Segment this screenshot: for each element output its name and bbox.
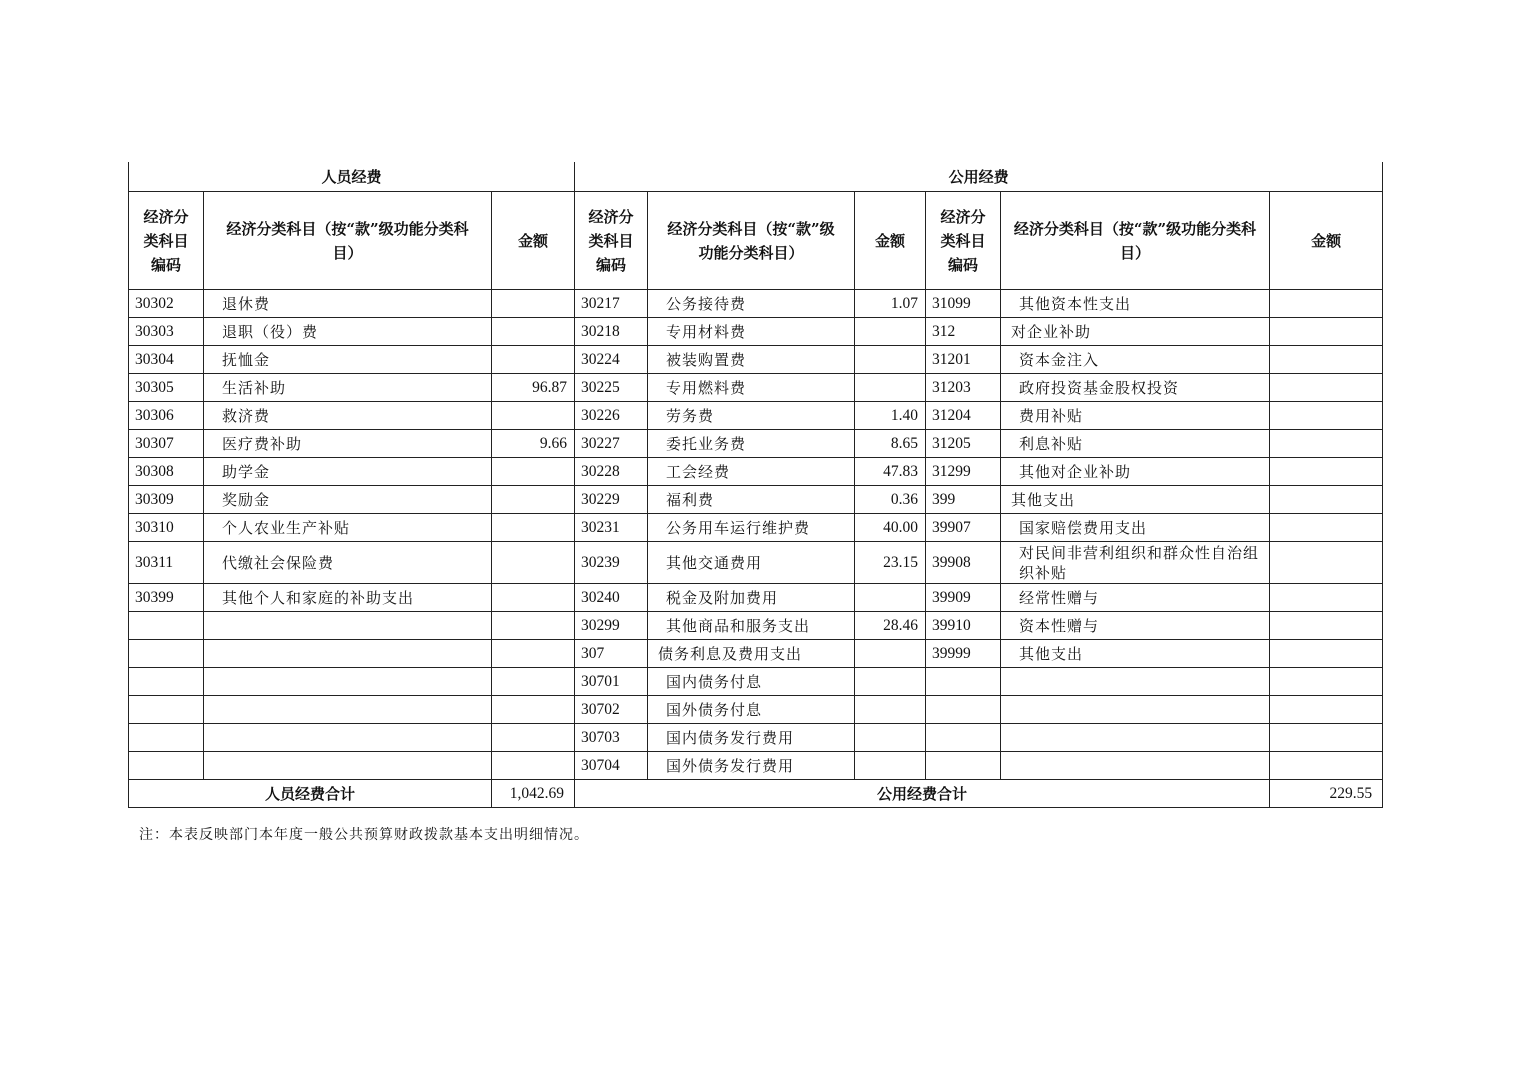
public-code-cell-1: 30702 [575, 696, 648, 724]
personnel-name-cell: 抚恤金 [204, 346, 492, 374]
public-name-cell-2: 对企业补助 [1001, 318, 1270, 346]
table-row [129, 752, 1383, 780]
public-code-cell-1: 30224 [575, 346, 648, 374]
public-name-cell-2: 政府投资基金股权投资 [1001, 374, 1270, 402]
public-name-cell-2: 利息补贴 [1001, 430, 1270, 458]
personnel-amount-cell [492, 486, 575, 514]
public-name-cell-2: 费用补贴 [1001, 402, 1270, 430]
personnel-name-cell: 退职（役）费 [204, 318, 492, 346]
public-amount-cell-2 [1270, 724, 1383, 752]
public-amount-cell-1 [855, 318, 926, 346]
table-row [129, 696, 1383, 724]
public-name-cell-1: 福利费 [648, 486, 855, 514]
personnel-code-cell: 30307 [129, 430, 204, 458]
public-code-cell-1: 30704 [575, 752, 648, 780]
public-code-cell-1: 30703 [575, 724, 648, 752]
personnel-section-title: 人员经费 [129, 162, 575, 192]
public-amount-cell-1 [855, 696, 926, 724]
public-amount-cell-2 [1270, 486, 1383, 514]
table-row [129, 542, 1383, 584]
personnel-amount-cell [492, 542, 575, 584]
public-code-cell-1: 30218 [575, 318, 648, 346]
public-name-cell-2: 国家赔偿费用支出 [1001, 514, 1270, 542]
public-code-cell-1: 30299 [575, 612, 648, 640]
public-amount-cell-2 [1270, 640, 1383, 668]
personnel-amount-cell [492, 290, 575, 318]
public-name-cell-2: 其他支出 [1001, 486, 1270, 514]
personnel-code-cell: 30310 [129, 514, 204, 542]
table-row [129, 430, 1383, 458]
personnel-code-cell [129, 724, 204, 752]
public-code-cell-1: 30701 [575, 668, 648, 696]
public-name-cell-1: 公务接待费 [648, 290, 855, 318]
personnel-amount-cell [492, 724, 575, 752]
public-amount-cell-1 [855, 640, 926, 668]
public-amount-cell-1 [855, 724, 926, 752]
public-name-cell-1: 国外债务发行费用 [648, 752, 855, 780]
public-name-cell-2 [1001, 724, 1270, 752]
table-row [129, 668, 1383, 696]
public-amount-cell-1: 47.83 [855, 458, 926, 486]
public-amount-cell-2 [1270, 290, 1383, 318]
public-name-cell-2: 对民间非营利组织和群众性自治组织补贴 [1001, 542, 1270, 584]
personnel-amount-cell [492, 612, 575, 640]
personnel-code-cell [129, 752, 204, 780]
public-name-cell-1: 税金及附加费用 [648, 584, 855, 612]
public-name-cell-2: 其他资本性支出 [1001, 290, 1270, 318]
public-amount-header-2: 金额 [1270, 192, 1383, 290]
personnel-code-cell [129, 668, 204, 696]
public-amount-cell-1 [855, 584, 926, 612]
public-amount-cell-1 [855, 374, 926, 402]
personnel-name-cell: 生活补助 [204, 374, 492, 402]
public-code-cell-2 [926, 668, 1001, 696]
table-row [129, 640, 1383, 668]
personnel-code-cell: 30399 [129, 584, 204, 612]
public-name-cell-1: 国内债务发行费用 [648, 724, 855, 752]
public-amount-cell-1: 1.07 [855, 290, 926, 318]
personnel-code-cell: 30305 [129, 374, 204, 402]
table-row [129, 486, 1383, 514]
public-name-cell-2: 其他支出 [1001, 640, 1270, 668]
table-row [129, 318, 1383, 346]
public-name-cell-2: 经常性赠与 [1001, 584, 1270, 612]
personnel-name-cell [204, 668, 492, 696]
public-code-cell-2: 31201 [926, 346, 1001, 374]
public-total-amount: 229.55 [1270, 780, 1383, 808]
public-code-cell-1: 30229 [575, 486, 648, 514]
public-code-cell-1: 30231 [575, 514, 648, 542]
table-row [129, 290, 1383, 318]
public-code-cell-2: 39909 [926, 584, 1001, 612]
personnel-amount-cell [492, 696, 575, 724]
personnel-amount-cell: 9.66 [492, 430, 575, 458]
public-amount-cell-2 [1270, 584, 1383, 612]
public-amount-cell-2 [1270, 752, 1383, 780]
public-code-cell-1: 30225 [575, 374, 648, 402]
public-name-cell-2: 资本性赠与 [1001, 612, 1270, 640]
public-amount-cell-1: 1.40 [855, 402, 926, 430]
public-code-cell-1: 30239 [575, 542, 648, 584]
personnel-code-cell: 30306 [129, 402, 204, 430]
personnel-name-cell: 个人农业生产补贴 [204, 514, 492, 542]
personnel-amount-cell [492, 458, 575, 486]
personnel-name-cell: 奖励金 [204, 486, 492, 514]
table-footnote: 注：本表反映部门本年度一般公共预算财政拨款基本支出明细情况。 [139, 827, 589, 843]
personnel-amount-cell [492, 584, 575, 612]
public-name-header-2: 经济分类科目（按“款”级功能分类科目） [1001, 192, 1270, 290]
personnel-amount-cell [492, 318, 575, 346]
table-row [129, 346, 1383, 374]
public-amount-cell-2 [1270, 668, 1383, 696]
public-code-cell-2: 312 [926, 318, 1001, 346]
public-name-cell-2 [1001, 752, 1270, 780]
column-header-row [129, 192, 1383, 290]
table-row [129, 458, 1383, 486]
public-code-cell-1: 30227 [575, 430, 648, 458]
public-code-cell-2: 39908 [926, 542, 1001, 584]
personnel-amount-cell [492, 640, 575, 668]
public-code-cell-2: 399 [926, 486, 1001, 514]
public-name-cell-1: 专用燃料费 [648, 374, 855, 402]
public-amount-cell-1: 28.46 [855, 612, 926, 640]
public-name-cell-2: 资本金注入 [1001, 346, 1270, 374]
public-name-cell-1: 被装购置费 [648, 346, 855, 374]
public-code-cell-2: 31099 [926, 290, 1001, 318]
public-code-header-2: 经济分类科目编码 [926, 192, 1001, 290]
basic-expenditure-detail-table [128, 162, 1383, 808]
public-amount-cell-2 [1270, 374, 1383, 402]
public-amount-cell-2 [1270, 402, 1383, 430]
personnel-total-amount: 1,042.69 [492, 780, 575, 808]
public-total-label: 公用经费合计 [575, 780, 1270, 808]
public-code-cell-1: 307 [575, 640, 648, 668]
personnel-name-cell: 救济费 [204, 402, 492, 430]
public-code-cell-2 [926, 724, 1001, 752]
public-section-title: 公用经费 [575, 162, 1383, 192]
public-name-header-1: 经济分类科目（按“款”级功能分类科目） [648, 192, 855, 290]
public-code-header-1: 经济分类科目编码 [575, 192, 648, 290]
public-name-cell-1: 国外债务付息 [648, 696, 855, 724]
public-code-cell-1: 30228 [575, 458, 648, 486]
public-name-cell-1: 公务用车运行维护费 [648, 514, 855, 542]
public-amount-cell-1: 8.65 [855, 430, 926, 458]
table-row [129, 374, 1383, 402]
section-header-row [129, 162, 1383, 192]
personnel-total-label: 人员经费合计 [129, 780, 492, 808]
personnel-code-cell: 30304 [129, 346, 204, 374]
personnel-amount-cell [492, 346, 575, 374]
personnel-code-cell [129, 640, 204, 668]
budget-expense-table-container [128, 162, 1382, 808]
table-row [129, 514, 1383, 542]
public-code-cell-2 [926, 752, 1001, 780]
public-amount-cell-2 [1270, 612, 1383, 640]
public-amount-cell-1 [855, 668, 926, 696]
public-amount-cell-2 [1270, 318, 1383, 346]
personnel-name-cell [204, 724, 492, 752]
totals-row [129, 780, 1383, 808]
personnel-name-cell: 退休费 [204, 290, 492, 318]
public-name-cell-2 [1001, 668, 1270, 696]
personnel-code-cell [129, 696, 204, 724]
public-code-cell-2: 39907 [926, 514, 1001, 542]
personnel-name-cell [204, 640, 492, 668]
personnel-name-cell: 其他个人和家庭的补助支出 [204, 584, 492, 612]
personnel-name-header: 经济分类科目（按“款”级功能分类科目） [204, 192, 492, 290]
public-name-cell-1: 国内债务付息 [648, 668, 855, 696]
public-code-cell-2 [926, 696, 1001, 724]
personnel-amount-cell [492, 668, 575, 696]
personnel-amount-cell [492, 402, 575, 430]
personnel-code-cell: 30303 [129, 318, 204, 346]
personnel-name-cell [204, 612, 492, 640]
public-name-cell-2 [1001, 696, 1270, 724]
public-code-cell-2: 31203 [926, 374, 1001, 402]
personnel-amount-cell [492, 514, 575, 542]
public-amount-cell-2 [1270, 458, 1383, 486]
personnel-amount-cell: 96.87 [492, 374, 575, 402]
public-amount-cell-2 [1270, 696, 1383, 724]
public-code-cell-1: 30217 [575, 290, 648, 318]
public-code-cell-1: 30226 [575, 402, 648, 430]
public-code-cell-1: 30240 [575, 584, 648, 612]
public-amount-cell-1: 40.00 [855, 514, 926, 542]
personnel-name-cell: 医疗费补助 [204, 430, 492, 458]
public-name-cell-1: 其他交通费用 [648, 542, 855, 584]
personnel-name-cell [204, 696, 492, 724]
table-row [129, 612, 1383, 640]
public-amount-cell-1: 0.36 [855, 486, 926, 514]
personnel-code-cell [129, 612, 204, 640]
personnel-code-cell: 30309 [129, 486, 204, 514]
public-amount-cell-2 [1270, 346, 1383, 374]
personnel-code-cell: 30308 [129, 458, 204, 486]
public-amount-cell-1: 23.15 [855, 542, 926, 584]
personnel-name-cell: 助学金 [204, 458, 492, 486]
personnel-amount-header: 金额 [492, 192, 575, 290]
public-amount-cell-2 [1270, 514, 1383, 542]
public-name-cell-1: 劳务费 [648, 402, 855, 430]
public-name-cell-1: 委托业务费 [648, 430, 855, 458]
table-row [129, 402, 1383, 430]
personnel-amount-cell [492, 752, 575, 780]
table-row [129, 724, 1383, 752]
public-name-cell-2: 其他对企业补助 [1001, 458, 1270, 486]
public-name-cell-1: 专用材料费 [648, 318, 855, 346]
public-code-cell-2: 39999 [926, 640, 1001, 668]
public-name-cell-1: 其他商品和服务支出 [648, 612, 855, 640]
public-code-cell-2: 31299 [926, 458, 1001, 486]
personnel-name-cell [204, 752, 492, 780]
public-code-cell-2: 31204 [926, 402, 1001, 430]
public-code-cell-2: 31205 [926, 430, 1001, 458]
personnel-code-header: 经济分类科目编码 [129, 192, 204, 290]
table-body [129, 290, 1383, 780]
personnel-name-cell: 代缴社会保险费 [204, 542, 492, 584]
personnel-code-cell: 30302 [129, 290, 204, 318]
public-amount-cell-1 [855, 346, 926, 374]
public-code-cell-2: 39910 [926, 612, 1001, 640]
public-name-cell-1: 债务利息及费用支出 [648, 640, 855, 668]
public-name-cell-1: 工会经费 [648, 458, 855, 486]
public-amount-cell-2 [1270, 542, 1383, 584]
public-amount-cell-2 [1270, 430, 1383, 458]
table-row [129, 584, 1383, 612]
public-amount-cell-1 [855, 752, 926, 780]
public-amount-header-1: 金额 [855, 192, 926, 290]
personnel-code-cell: 30311 [129, 542, 204, 584]
